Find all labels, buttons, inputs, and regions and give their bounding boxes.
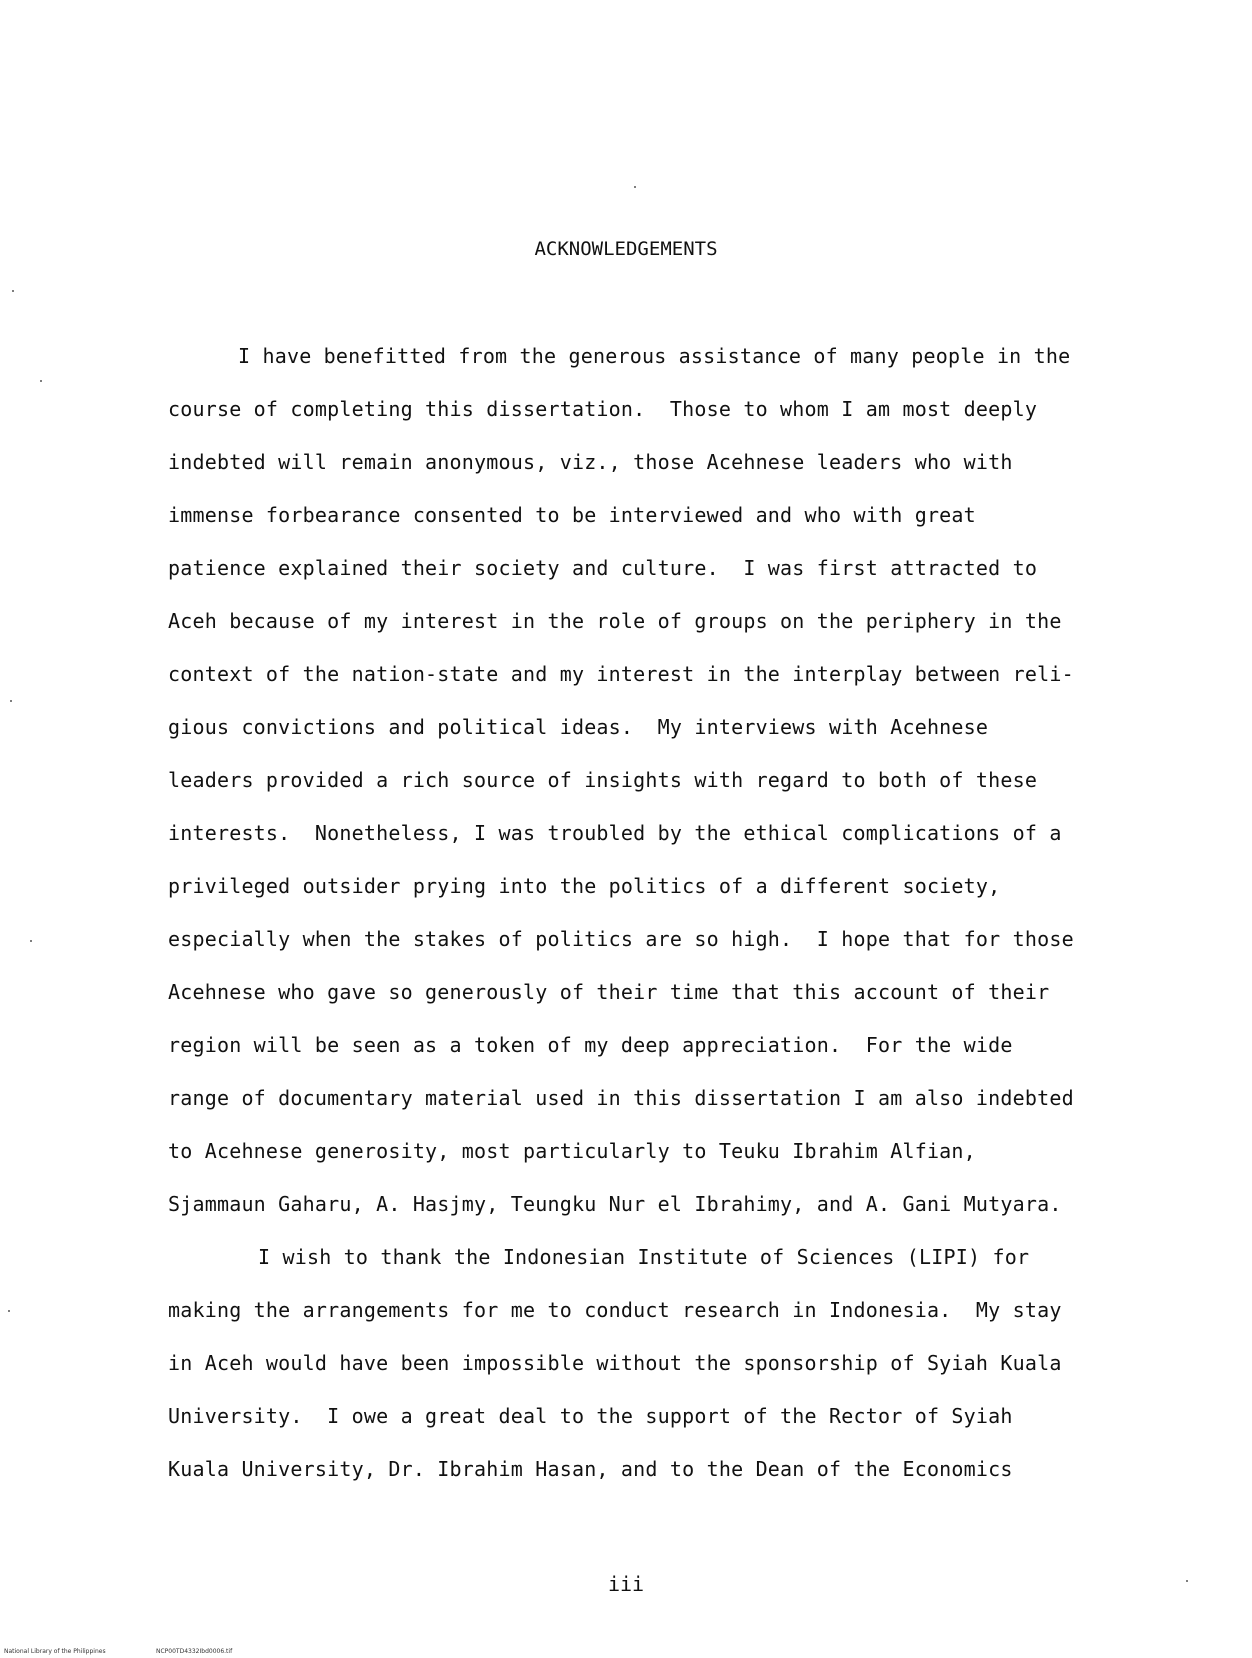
text-line: range of documentary material used in this dissertation I am also indebted xyxy=(168,1086,1074,1110)
scan-speck xyxy=(12,290,14,292)
text-line: making the arrangements for me to conduct research in Indonesia. My stay xyxy=(168,1298,1062,1322)
footer-file-id: NCP00TD4332Ibd0006.tif xyxy=(156,1648,233,1655)
text-line: indebted will remain anonymous, viz., those Acehnese leaders who with xyxy=(168,450,1013,474)
text-line: to Acehnese generosity, most particularly to Teuku Ibrahim Alfian, xyxy=(168,1139,976,1163)
body-text xyxy=(168,330,1108,1496)
text-line: Sjammaun Gaharu, A. Hasjmy, Teungku Nur el Ibrahimy, and A. Gani Mutyara. xyxy=(168,1192,1062,1216)
text-line: gious convictions and political ideas. My interviews with Acehnese xyxy=(168,715,989,739)
text-line: I have benefitted from the generous assistance of many people in the xyxy=(238,344,1071,368)
text-line: region will be seen as a token of my deep appreciation. For the wide xyxy=(168,1033,1013,1057)
text-line: University. I owe a great deal to the support of the Rector of Syiah xyxy=(168,1404,1013,1428)
scan-speck xyxy=(634,186,636,188)
scan-speck xyxy=(8,1310,10,1312)
text-line: Acehnese who gave so generously of their time that this account of their xyxy=(168,980,1050,1004)
scan-speck xyxy=(1186,1580,1188,1582)
text-line: Aceh because of my interest in the role of groups on the periphery in the xyxy=(168,609,1062,633)
scan-speck xyxy=(10,700,12,702)
text-line: interests. Nonetheless, I was troubled by the ethical complications of a xyxy=(168,821,1062,845)
text-line: in Aceh would have been impossible without the sponsorship of Syiah Kuala xyxy=(168,1351,1062,1375)
text-line: patience explained their society and culture. I was first attracted to xyxy=(168,556,1038,580)
text-line: immense forbearance consented to be interviewed and who with great xyxy=(168,503,976,527)
text-line: context of the nation-state and my interest in the interplay between reli- xyxy=(168,662,1074,686)
text-line: especially when the stakes of politics are so high. I hope that for those xyxy=(168,927,1074,951)
text-line: course of completing this dissertation. Those to whom I am most deeply xyxy=(168,397,1038,421)
scan-speck xyxy=(40,380,42,382)
text-line: privileged outsider prying into the politics of a different society, xyxy=(168,874,1001,898)
text-line: Kuala University, Dr. Ibrahim Hasan, and to the Dean of the Economics xyxy=(168,1457,1013,1481)
footer-library-stamp: National Library of the Philippines xyxy=(4,1648,106,1655)
scan-speck xyxy=(30,940,32,942)
page-number: iii xyxy=(607,1572,645,1596)
text-line: leaders provided a rich source of insights with regard to both of these xyxy=(168,768,1038,792)
page-title: ACKNOWLEDGEMENTS xyxy=(534,238,718,260)
text-line: I wish to thank the Indonesian Institute of Sciences (LIPI) for xyxy=(258,1245,1030,1269)
